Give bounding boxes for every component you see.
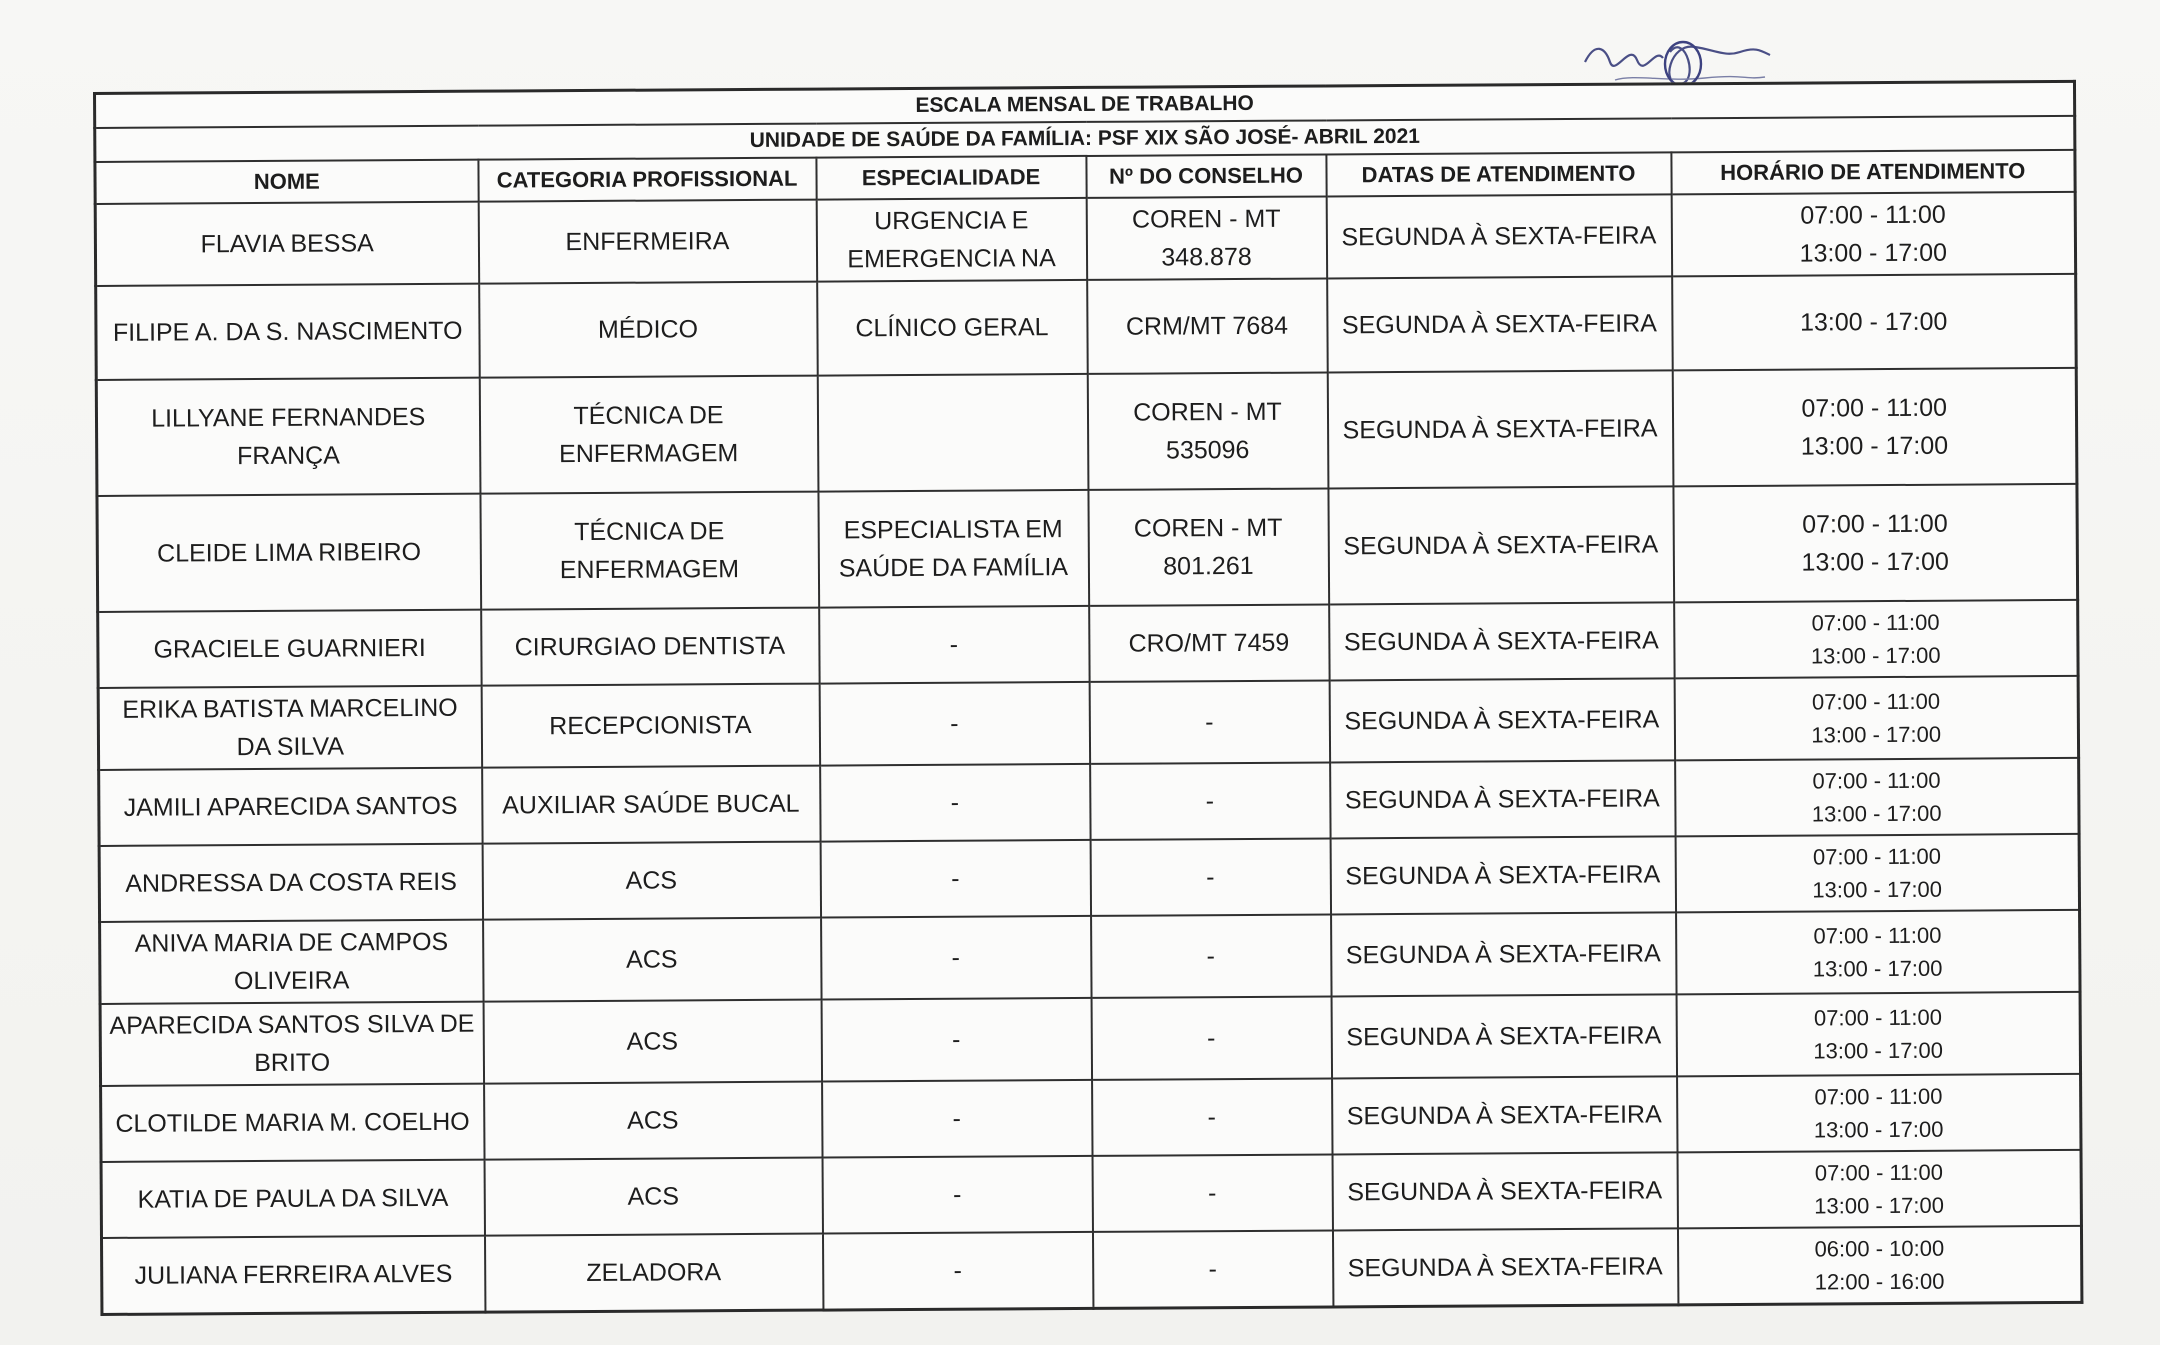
horario-line-2: 12:00 - 16:00: [1814, 1268, 1945, 1295]
table-row: [102, 1226, 2082, 1315]
horario-line-2: 13:00 - 17:00: [1811, 800, 1942, 827]
horario-line-1: 07:00 - 11:00: [1813, 1004, 1943, 1031]
cell-datas: SEGUNDA À SEXTA-FEIRA: [1326, 194, 1671, 278]
cell-nome: JULIANA FERREIRA ALVES: [102, 1236, 485, 1315]
cell-categoria: ZELADORA: [484, 1234, 822, 1313]
horario-line-1: 07:00 - 11:00: [1811, 688, 1941, 715]
horario-line-1: 07:00 - 11:00: [1814, 1083, 1943, 1110]
table-row: [101, 1150, 2081, 1238]
cell-conselho: -: [1092, 1230, 1332, 1308]
cell-conselho: -: [1090, 762, 1330, 839]
table-row: [95, 192, 2075, 286]
cell-conselho: COREN - MT 535096: [1087, 372, 1328, 489]
cell-horario: [1673, 484, 2078, 602]
table-row: [98, 600, 2078, 688]
horario-line-1: 07:00 - 11:00: [1802, 509, 1948, 539]
table-row: [100, 910, 2080, 1004]
cell-datas: SEGUNDA À SEXTA-FEIRA: [1332, 1228, 1677, 1307]
cell-datas: SEGUNDA À SEXTA-FEIRA: [1331, 912, 1676, 996]
col-header-horario: HORÁRIO DE ATENDIMENTO: [1671, 150, 2075, 194]
cell-nome: LILLYANE FERNANDES FRANÇA: [96, 378, 480, 496]
col-header-nome: NOME: [95, 160, 478, 204]
cell-categoria: RECEPCIONISTA: [481, 684, 819, 768]
cell-categoria: ACS: [483, 918, 821, 1002]
cell-datas: SEGUNDA À SEXTA-FEIRA: [1327, 370, 1673, 488]
col-header-conselho: Nº DO CONSELHO: [1086, 154, 1326, 197]
horario-line-1: 07:00 - 11:00: [1811, 609, 1940, 636]
horario-line-1: 13:00 - 17:00: [1799, 307, 1948, 337]
cell-conselho: CRM/MT 7684: [1087, 278, 1328, 373]
horario-line-1: 07:00 - 11:00: [1813, 922, 1942, 949]
cell-especialidade: URGENCIA E EMERGENCIA NA: [816, 198, 1086, 282]
cell-categoria: ENFERMEIRA: [478, 200, 816, 284]
horario-line-2: 13:00 - 17:00: [1812, 955, 1943, 982]
cell-datas: SEGUNDA À SEXTA-FEIRA: [1330, 836, 1675, 914]
cell-nome: CLEIDE LIMA RIBEIRO: [97, 494, 481, 612]
cell-categoria: ACS: [484, 1082, 822, 1160]
cell-datas: SEGUNDA À SEXTA-FEIRA: [1332, 1152, 1677, 1230]
cell-especialidade: -: [820, 840, 1090, 918]
cell-nome: ANDRESSA DA COSTA REIS: [99, 844, 482, 922]
horario-line-1: 07:00 - 11:00: [1814, 1159, 1943, 1186]
cell-horario: [1674, 676, 2079, 760]
cell-conselho: COREN - MT 801.261: [1088, 488, 1329, 605]
cell-datas: SEGUNDA À SEXTA-FEIRA: [1327, 276, 1673, 372]
table-row: [101, 1074, 2081, 1162]
col-header-especialidade: ESPECIALIDADE: [816, 156, 1086, 200]
cell-especialidade: ESPECIALISTA EM SAÚDE DA FAMÍLIA: [818, 490, 1089, 608]
cell-datas: SEGUNDA À SEXTA-FEIRA: [1329, 678, 1674, 762]
cell-conselho: -: [1090, 838, 1330, 915]
horario-line-1: 07:00 - 11:00: [1812, 843, 1942, 870]
document-subtitle: UNIDADE DE SAÚDE DA FAMÍLIA: PSF XIX SÃO JOSÉ- ABRIL 2021: [95, 116, 2075, 162]
table-row: [99, 834, 2079, 922]
cell-datas: SEGUNDA À SEXTA-FEIRA: [1332, 1076, 1677, 1154]
cell-categoria: TÉCNICA DE ENFERMAGEM: [479, 376, 818, 494]
table-row: [96, 274, 2077, 380]
cell-especialidade: -: [820, 764, 1090, 842]
cell-especialidade: -: [821, 916, 1091, 1000]
cell-especialidade: -: [819, 606, 1089, 684]
horario-line-2: 13:00 - 17:00: [1800, 431, 1949, 461]
horario-line-2: 13:00 - 17:00: [1801, 547, 1949, 577]
col-header-datas: DATAS DE ATENDIMENTO: [1326, 152, 1671, 196]
table-row: [100, 992, 2080, 1086]
cell-horario: [1672, 274, 2077, 370]
horario-line-1: 07:00 - 11:00: [1812, 767, 1941, 794]
table-row: [97, 484, 2078, 612]
cell-conselho: CRO/MT 7459: [1089, 604, 1329, 681]
cell-conselho: -: [1091, 914, 1331, 997]
cell-horario: [1677, 1150, 2081, 1228]
cell-horario: [1672, 368, 2077, 486]
horario-line-2: 13:00 - 17:00: [1814, 1192, 1945, 1219]
cell-horario: [1675, 758, 2079, 836]
document-title: ESCALA MENSAL DE TRABALHO: [95, 81, 2075, 128]
table-row: [98, 676, 2078, 770]
cell-categoria: ACS: [483, 1000, 821, 1084]
cell-especialidade: CLÍNICO GERAL: [817, 280, 1088, 376]
cell-nome: FLAVIA BESSA: [95, 202, 478, 286]
horario-line-1: 06:00 - 10:00: [1814, 1235, 1945, 1262]
cell-especialidade: -: [819, 682, 1089, 766]
cell-nome: ERIKA BATISTA MARCELINO DA SILVA: [98, 686, 481, 770]
horario-line-2: 13:00 - 17:00: [1799, 238, 1948, 268]
cell-especialidade: -: [822, 1232, 1092, 1310]
cell-horario: [1677, 1074, 2081, 1152]
cell-datas: SEGUNDA À SEXTA-FEIRA: [1331, 994, 1676, 1078]
cell-conselho: -: [1091, 996, 1331, 1079]
cell-datas: SEGUNDA À SEXTA-FEIRA: [1330, 760, 1675, 838]
cell-datas: SEGUNDA À SEXTA-FEIRA: [1328, 486, 1674, 604]
cell-categoria: ACS: [482, 842, 820, 920]
cell-conselho: -: [1092, 1078, 1332, 1155]
cell-categoria: MÉDICO: [479, 282, 818, 378]
cell-categoria: AUXILIAR SAÚDE BUCAL: [482, 766, 820, 844]
cell-especialidade: -: [822, 1080, 1092, 1158]
horario-line-2: 13:00 - 17:00: [1811, 721, 1942, 748]
table-row: [96, 368, 2077, 496]
cell-conselho: -: [1089, 680, 1329, 763]
cell-especialidade: -: [822, 1156, 1092, 1234]
cell-datas: SEGUNDA À SEXTA-FEIRA: [1329, 602, 1674, 680]
horario-line-2: 13:00 - 17:00: [1810, 642, 1941, 669]
schedule-sheet: [93, 80, 2080, 1316]
cell-horario: [1676, 910, 2081, 994]
cell-nome: APARECIDA SANTOS SILVA DE BRITO: [100, 1002, 483, 1086]
horario-line-1: 07:00 - 11:00: [1801, 393, 1948, 423]
cell-horario: [1675, 834, 2079, 912]
horario-line-1: 07:00 - 11:00: [1800, 200, 1946, 230]
cell-horario: [1671, 192, 2076, 276]
horario-line-2: 13:00 - 17:00: [1812, 876, 1943, 903]
cell-nome: ANIVA MARIA DE CAMPOS OLIVEIRA: [100, 920, 483, 1004]
cell-categoria: TÉCNICA DE ENFERMAGEM: [480, 492, 819, 610]
cell-nome: JAMILI APARECIDA SANTOS: [99, 768, 482, 846]
table-row: [99, 758, 2079, 846]
cell-nome: FILIPE A. DA S. NASCIMENTO: [96, 284, 480, 380]
horario-line-2: 13:00 - 17:00: [1813, 1037, 1944, 1064]
cell-horario: [1674, 600, 2078, 678]
col-header-categoria: CATEGORIA PROFISSIONAL: [478, 158, 816, 202]
cell-horario: [1676, 992, 2081, 1076]
cell-conselho: -: [1092, 1154, 1332, 1231]
schedule-table: [93, 80, 2083, 1316]
cell-categoria: CIRURGIAO DENTISTA: [481, 608, 819, 686]
cell-horario: [1677, 1226, 2081, 1305]
cell-nome: KATIA DE PAULA DA SILVA: [101, 1160, 484, 1238]
cell-nome: GRACIELE GUARNIERI: [98, 610, 481, 688]
cell-nome: CLOTILDE MARIA M. COELHO: [101, 1084, 484, 1162]
cell-categoria: ACS: [484, 1158, 822, 1236]
horario-line-2: 13:00 - 17:00: [1813, 1116, 1944, 1143]
cell-conselho: COREN - MT 348.878: [1086, 196, 1326, 279]
cell-especialidade: [817, 374, 1088, 492]
cell-especialidade: -: [821, 998, 1091, 1082]
